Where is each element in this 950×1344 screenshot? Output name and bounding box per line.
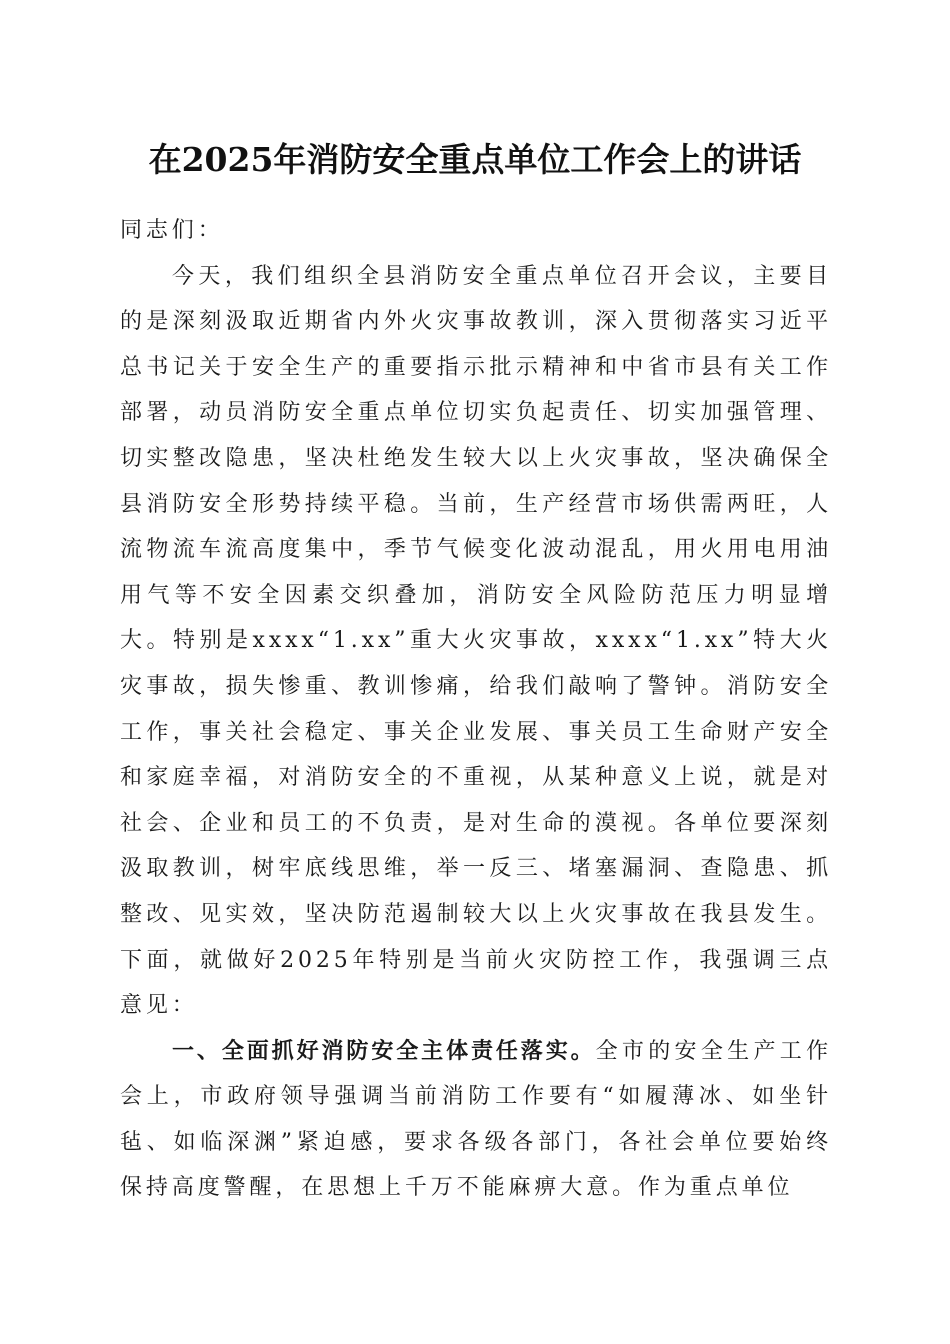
section-1-body: 全市的安全生产工作会上，市政府领导强调当前消防工作要有“如履薄冰、如坐针毡、如临深渊”紧迫感，要求各级各部门，各社会单位要始终保持高度警醒，在思想上千万不能麻痹大意。作为重点单位 (120, 1038, 832, 1201)
paragraph-section-1 (120, 1029, 832, 1211)
paragraph-intro: 今天，我们组织全县消防安全重点单位召开会议，主要目的是深刻汲取近期省内外火灾事故教训，深入贯彻落实习近平总书记关于安全生产的重要指示批示精神和中省市县有关工作部署，动员消防安全重点单位切实负起责任、切实加强管理、切实整改隐患，坚决杜绝发生较大以上火灾事故，坚决确保全县消防安全形势持续平稳。当前，生产经营市场供需两旺，人流物流车流高度集中，季节气候变化波动混乱，用火用电用油用气等不安全因素交织叠加，消防安全风险防范压力明显增大。特别是xxxx“1.xx”重大火灾事故，xxxx“1.xx”特大火灾事故，损失惨重、教训惨痛，给我们敲响了警钟。消防安全工作，事关社会稳定、事关企业发展、事关员工生命财产安全和家庭幸福，对消防安全的不重视，从某种意义上说，就是对社会、企业和员工的不负责，是对生命的漠视。各单位要深刻汲取教训，树牢底线思维，举一反三、堵塞漏洞、查隐患、抓整改、见实效，坚决防范遏制较大以上火灾事故在我县发生。下面，就做好2025年特别是当前火灾防控工作，我强调三点意见： (120, 263, 832, 1019)
salutation: 同志们： (120, 218, 224, 243)
section-1-heading: 一、全面抓好消防安全主体责任落实。 (172, 1038, 596, 1064)
document-body (120, 208, 832, 1211)
document-title: 在2025年消防安全重点单位工作会上的讲话 (148, 140, 802, 179)
